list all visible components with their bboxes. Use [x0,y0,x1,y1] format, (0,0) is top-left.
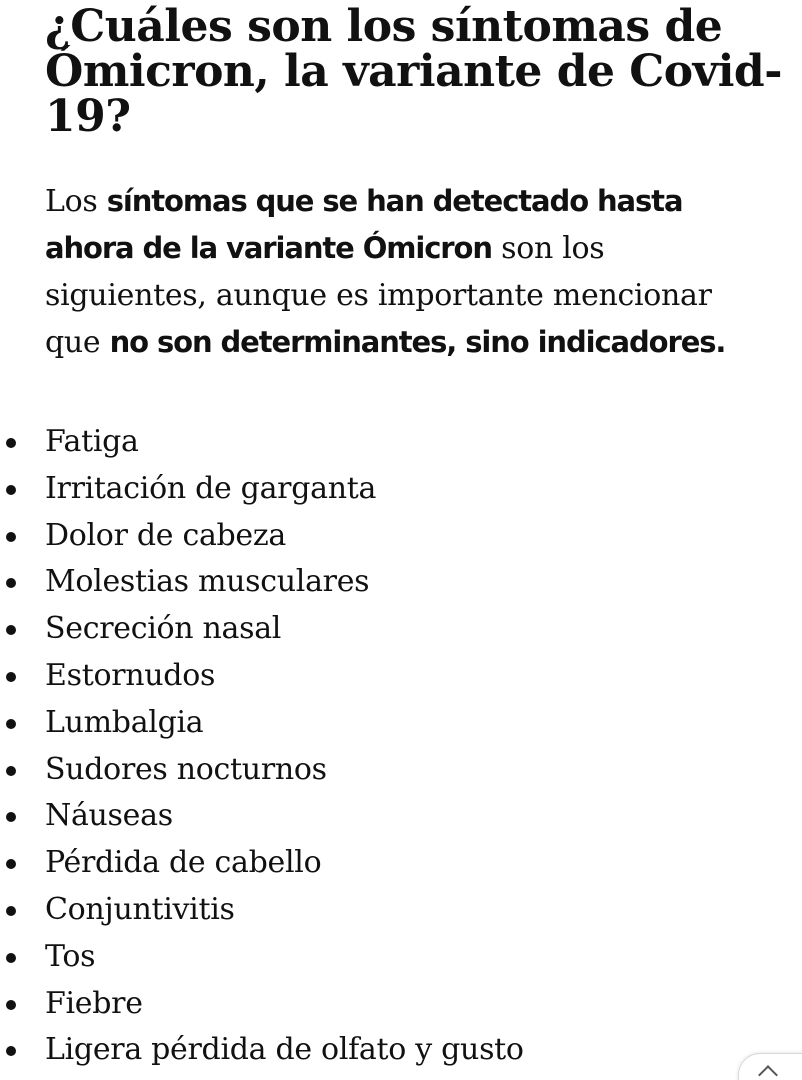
bullet-icon [6,485,16,495]
list-item-label: Pérdida de cabello [45,845,322,881]
list-item [0,606,760,653]
list-item [0,840,760,887]
list-item-label: Conjuntivitis [45,891,235,927]
list-item-label: Irritación de garganta [45,470,377,506]
bullet-icon [6,1046,16,1056]
intro-text-1: Los [45,184,107,219]
list-item [0,653,760,700]
list-item-label: Náuseas [45,798,173,834]
list-item-label: Tos [45,938,96,974]
list-item-label: Fiebre [45,985,143,1021]
list-item [0,747,760,794]
bullet-icon [6,625,16,635]
list-item-label: Sudores nocturnos [45,751,327,787]
intro-text-2: son los siguientes, aunque es importante mencionar que [45,231,712,360]
bullet-icon [6,672,16,682]
bullet-icon [6,438,16,448]
list-item [0,887,760,934]
bullet-icon [6,1000,16,1010]
list-item [0,793,760,840]
list-item-label: Molestias musculares [45,564,370,600]
symptom-list [0,419,760,1074]
list-item [0,934,760,981]
list-item [0,466,760,513]
intro-bold-2: no son determinantes, sino indicadores. [109,325,726,359]
list-item-label: Lumbalgia [45,704,204,740]
list-item [0,513,760,560]
chevron-up-icon [758,1065,778,1080]
article-title: ¿Cuáles son los síntomas de Ómicron, la variante de Covid-19? [45,1,782,142]
list-item [0,559,760,606]
list-item-label: Dolor de cabeza [45,517,286,553]
list-item [0,1027,760,1074]
bullet-icon [6,859,16,869]
list-item-label: Ligera pérdida de olfato y gusto [45,1032,524,1068]
bullet-icon [6,719,16,729]
list-item [0,981,760,1028]
scroll-top-button[interactable] [738,1053,802,1080]
bullet-icon [6,766,16,776]
list-item-label: Secreción nasal [45,611,282,647]
bullet-icon [6,578,16,588]
article-intro [45,178,765,366]
list-item-label: Fatiga [45,424,139,459]
bullet-icon [6,532,16,542]
list-item [0,700,760,747]
list-item-label: Estornudos [45,657,216,693]
bullet-icon [6,906,16,916]
bullet-icon [6,812,16,822]
list-item [0,419,760,466]
bullet-icon [6,953,16,963]
intro-bold-1: síntomas que se han detectado hasta ahora de la variante Ómicron [45,184,683,265]
